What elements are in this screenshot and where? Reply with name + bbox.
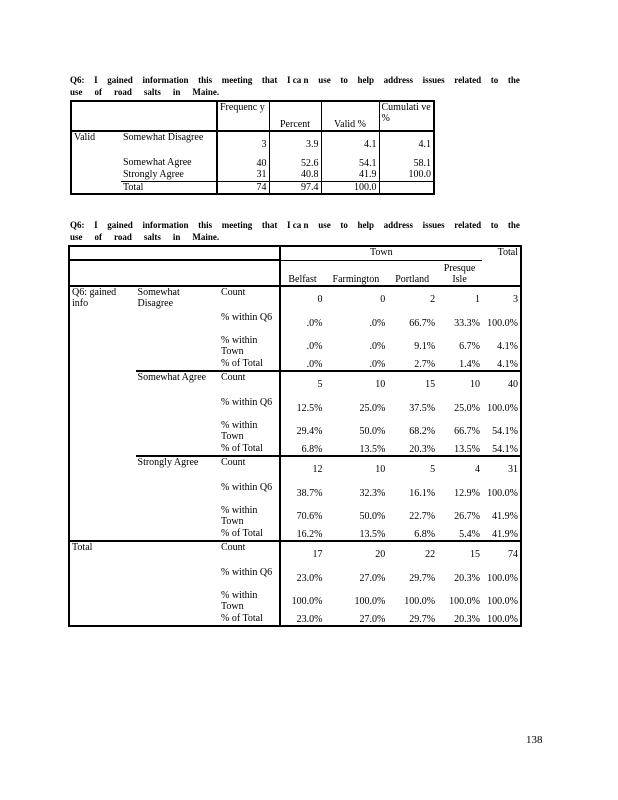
cell-value: 16.1% [409,488,436,499]
caption-word: Maine. [192,232,220,242]
cell-value: 4.1% [482,358,521,371]
cell-value: 68.2% [409,426,436,437]
cell-value: 15 [437,541,482,567]
crosstab-table [68,245,522,627]
cell-value: 29.7% [387,613,437,626]
caption-word: gained [107,75,133,85]
stat-label: % within Q6 [221,567,273,578]
group-label: Valid [71,131,121,194]
group-label: Somewhat Disagree [136,286,219,371]
cell-value: 54.1% [482,420,521,443]
cell-valid-percent: 4.1 [321,131,379,157]
caption-word: of [94,87,103,97]
cell-value: 38.7% [280,482,325,505]
cell-value: 66.7% [454,426,480,437]
cell-value: .0% [369,341,386,352]
stat-label: Count [219,541,280,567]
caption-word: address [383,220,413,230]
caption-word: information [142,220,189,230]
caption-word: help [357,75,374,85]
row-variable-label: Q6: gained info [69,286,136,541]
cell-value: 50.0% [359,426,386,437]
caption-word: information [142,75,189,85]
cell-valid-percent: 100.0 [321,181,379,194]
stat-label: % of Total [219,443,280,456]
caption-word: use [70,232,83,242]
cell-value: 12.9% [454,488,480,499]
cell-value: 15 [387,371,437,397]
cell-value: .0% [280,312,325,335]
stat-label: % within Q6 [221,397,273,408]
cell-value: 100.0% [482,567,521,590]
table2-caption-line1 [70,219,520,231]
cell-value: 100.0% [482,590,521,613]
cell-value: 100.0% [482,397,521,420]
caption-word: I [94,220,98,230]
caption-word: salts [143,87,161,97]
caption-word: to [340,220,348,230]
stat-label: % within Q6 [221,312,273,323]
cell-value: 41.9% [482,505,521,528]
caption-word: related [454,220,482,230]
cell-value: 40 [482,371,521,397]
cell-value: .0% [324,358,387,371]
cell-value: 6.8% [387,528,437,541]
caption-word: this [198,75,213,85]
row-label: Total [121,181,217,194]
stat-label: Count [219,371,280,397]
caption-word: Maine. [192,87,220,97]
cell-value: 25.0% [359,403,386,414]
stat-label: Count [219,456,280,482]
cell-value: 27.0% [359,573,386,584]
col-header-percent: Percent [269,101,321,131]
cell-value: 5 [387,456,437,482]
caption-word: help [357,220,374,230]
caption-word: related [454,75,482,85]
caption-word: to [340,75,348,85]
cell-value: 33.3% [454,318,480,329]
cell-value: 16.2% [280,528,325,541]
cell-cumulative-percent: 58.1 [379,157,434,169]
stat-label: % of Total [219,613,280,626]
cell-value: 100.0% [482,482,521,505]
cell-value: 31 [482,456,521,482]
cell-value: 22 [387,541,437,567]
caption-word: the [507,75,520,85]
cell-value: 22.7% [409,511,436,522]
caption-word: road [114,232,132,242]
cell-frequency: 40 [217,157,269,169]
cell-value: 2 [430,294,436,305]
cell-value: 29.4% [280,420,325,443]
cell-value: 13.5% [437,443,482,456]
total-header: Total [482,246,521,286]
stat-label: % within Town [221,335,258,357]
caption-word: Q6: [70,75,85,85]
cell-percent: 97.4 [269,181,321,194]
caption-word: gained [107,220,133,230]
cell-value: 100.0% [482,613,521,626]
cell-value: 6.7% [459,341,480,352]
cell-value: 1 [474,294,480,305]
col-header-cumulative-percent: Cumulati ve % [379,101,434,131]
caption-word: to [490,75,499,85]
cell-value: 0 [280,286,325,312]
cell-value: 4.1% [482,335,521,358]
caption-word: meeting [221,220,253,230]
cell-value: 10 [437,371,482,397]
cell-frequency: 74 [217,181,269,194]
caption-word: issues [422,75,445,85]
cell-cumulative-percent: 100.0 [379,169,434,181]
caption-word: in [172,87,181,97]
cell-value: 10 [324,371,387,397]
cell-value: 37.5% [409,403,436,414]
col-header-town: Portland [387,260,437,286]
cell-value: 100.0% [404,596,436,607]
cell-value: 9.1% [414,341,436,352]
cell-value: 3 [482,286,521,312]
stat-label: % within Town [221,505,258,527]
col-header-frequency: Frequenc y [217,101,269,131]
cell-value: 20.3% [387,443,437,456]
total-row-label: Total [69,541,219,626]
cell-value: 12.5% [280,397,325,420]
cell-value: 1.4% [437,358,482,371]
caption-word: address [383,75,413,85]
stat-label: Count [221,287,246,298]
caption-word: issues [422,220,445,230]
caption-word: that [261,220,278,230]
stat-label: % within Town [221,590,258,612]
caption-word: I ca n [287,75,309,85]
header-blank [69,260,280,286]
col-header-valid-percent: Valid % [321,101,379,131]
table1-caption-line2 [70,86,520,98]
cell-value: 17 [280,541,325,567]
caption-word: that [261,75,278,85]
cell-value: 5 [280,371,325,397]
cell-value: 13.5% [324,443,387,456]
cell-value: 74 [482,541,521,567]
cell-value: 100.0% [449,596,480,607]
cell-value: 13.5% [324,528,387,541]
cell-value: 23.0% [280,613,325,626]
cell-value: 20.3% [437,613,482,626]
group-label: Somewhat Agree [136,371,219,456]
cell-value: 32.3% [359,488,386,499]
caption-word: the [507,220,520,230]
caption-word: use [70,87,83,97]
cell-value: 29.7% [409,573,436,584]
row-label: Somewhat Agree [123,157,192,168]
caption-word: use [318,75,331,85]
cell-value: 100.0% [482,312,521,335]
header-corner [69,246,280,260]
cell-value: 6.8% [280,443,325,456]
stat-label: % within Q6 [221,482,273,493]
cell-percent: 52.6 [269,157,321,169]
caption-word: in [172,232,181,242]
cell-value: 20.3% [454,573,480,584]
cell-value: 50.0% [359,511,386,522]
cell-value: 5.4% [437,528,482,541]
caption-word: I ca n [287,220,309,230]
cell-value: 10 [324,456,387,482]
cell-value: 26.7% [454,511,480,522]
cell-valid-percent: 54.1 [321,157,379,169]
cell-value: .0% [280,358,325,371]
table1-caption [70,74,520,98]
cell-value: .0% [369,318,386,329]
cell-cumulative-percent [379,181,434,194]
frequency-table [70,100,435,195]
cell-value: 100.0% [354,596,386,607]
stat-label: % within Town [221,420,258,442]
caption-word: of [94,232,103,242]
table2-caption [70,219,520,243]
cell-cumulative-percent: 4.1 [379,131,434,157]
cell-valid-percent: 41.9 [321,169,379,181]
group-label: Strongly Agree [136,456,219,541]
cell-value: 12 [280,456,325,482]
caption-word: Q6: [70,220,85,230]
caption-word: salts [143,232,161,242]
stat-label: % of Total [219,528,280,541]
table1-caption-line1 [70,74,520,86]
cell-value: 27.0% [324,613,387,626]
cell-percent: 40.8 [269,169,321,181]
page-number: 138 [526,734,543,746]
cell-frequency: 3 [217,131,269,157]
caption-word: road [114,87,132,97]
cell-value: 2.7% [387,358,437,371]
cell-frequency: 31 [217,169,269,181]
cell-value: 20 [324,541,387,567]
caption-word: I [94,75,98,85]
row-label: Strongly Agree [123,169,184,180]
table2-caption-line2 [70,231,520,243]
caption-word: meeting [221,75,253,85]
cell-percent: 3.9 [269,131,321,157]
cell-value: .0% [280,335,325,358]
cell-value: 23.0% [280,567,325,590]
caption-word: use [318,220,331,230]
cell-value: 70.6% [280,505,325,528]
town-header: Town [280,246,482,260]
cell-value: 4 [437,456,482,482]
cell-value: 0 [380,294,386,305]
col-header-town: Farmington [324,260,387,286]
stat-label: % of Total [219,358,280,371]
col-header-town: Belfast [280,260,325,286]
cell-value: 54.1% [482,443,521,456]
cell-value: 25.0% [454,403,480,414]
caption-word: to [490,220,499,230]
col-header-town: Presque Isle [437,260,482,286]
cell-value: 66.7% [409,318,436,329]
cell-value: 100.0% [280,590,325,613]
caption-word: this [198,220,213,230]
row-label: Somewhat Disagree [121,131,217,157]
cell-value: 41.9% [482,528,521,541]
